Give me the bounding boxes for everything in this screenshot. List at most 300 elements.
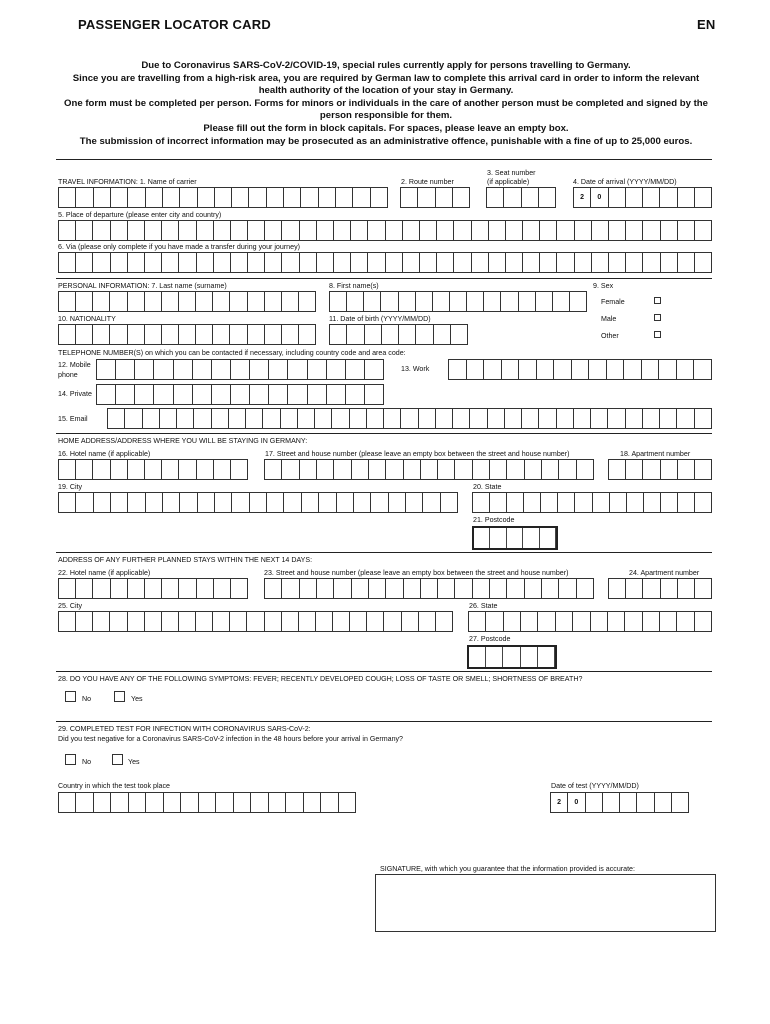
char-box[interactable]	[486, 612, 503, 631]
char-box[interactable]	[93, 612, 110, 631]
char-box[interactable]	[434, 325, 451, 344]
char-box[interactable]	[504, 188, 521, 207]
char-box[interactable]	[231, 579, 247, 598]
char-box[interactable]	[108, 409, 125, 428]
char-box[interactable]	[488, 409, 505, 428]
char-box[interactable]	[76, 188, 93, 207]
further-postcode-field[interactable]	[467, 645, 557, 669]
char-box[interactable]	[288, 385, 307, 404]
char-box[interactable]	[659, 360, 677, 379]
char-box[interactable]	[214, 253, 231, 272]
char-box[interactable]	[180, 188, 197, 207]
char-box[interactable]	[501, 292, 518, 311]
char-box[interactable]	[401, 409, 418, 428]
apartment-field[interactable]	[608, 459, 712, 480]
test-country-field[interactable]	[58, 792, 356, 813]
char-box[interactable]	[542, 579, 559, 598]
char-box[interactable]	[350, 409, 367, 428]
char-box[interactable]	[128, 493, 145, 512]
char-box[interactable]	[59, 612, 76, 631]
further-apartment-field[interactable]	[608, 578, 712, 599]
char-box[interactable]	[453, 188, 469, 207]
char-box[interactable]	[111, 221, 128, 240]
char-box[interactable]	[677, 612, 694, 631]
char-box[interactable]	[505, 409, 522, 428]
char-box[interactable]	[214, 579, 231, 598]
char-box[interactable]	[59, 460, 76, 479]
char-box[interactable]	[642, 360, 660, 379]
char-box[interactable]	[490, 579, 507, 598]
char-box[interactable]	[110, 292, 127, 311]
char-box[interactable]	[609, 460, 626, 479]
char-box[interactable]	[160, 409, 177, 428]
char-box[interactable]	[308, 385, 327, 404]
char-box[interactable]	[556, 612, 573, 631]
postcode-field[interactable]	[472, 526, 558, 550]
char-box[interactable]	[93, 221, 110, 240]
char-box[interactable]	[330, 325, 347, 344]
char-box[interactable]	[94, 793, 111, 812]
route-number-field[interactable]	[400, 187, 470, 208]
char-box[interactable]	[229, 409, 246, 428]
further-city-field[interactable]	[58, 611, 453, 632]
char-box[interactable]	[199, 793, 216, 812]
char-box[interactable]	[111, 253, 128, 272]
char-box[interactable]	[386, 221, 403, 240]
char-box[interactable]	[269, 360, 288, 379]
char-box[interactable]	[644, 493, 661, 512]
char-box[interactable]	[593, 493, 610, 512]
char-box[interactable]	[334, 460, 351, 479]
char-box[interactable]	[334, 221, 351, 240]
char-box[interactable]	[525, 579, 542, 598]
char-box[interactable]	[299, 292, 315, 311]
char-box[interactable]	[553, 292, 570, 311]
char-box[interactable]	[403, 221, 420, 240]
char-box[interactable]	[591, 409, 608, 428]
char-box[interactable]	[586, 793, 603, 812]
char-box[interactable]	[503, 647, 520, 667]
char-box[interactable]	[76, 221, 93, 240]
char-box[interactable]	[269, 385, 288, 404]
char-box[interactable]	[336, 188, 353, 207]
char-box[interactable]	[592, 253, 609, 272]
char-box[interactable]	[282, 325, 299, 344]
char-box[interactable]	[538, 647, 555, 667]
char-box[interactable]	[59, 292, 76, 311]
char-box[interactable]	[282, 292, 299, 311]
char-box[interactable]	[111, 493, 128, 512]
char-box[interactable]	[437, 253, 454, 272]
char-box[interactable]	[540, 221, 557, 240]
char-box[interactable]	[559, 460, 576, 479]
char-box[interactable]	[59, 579, 76, 598]
char-box[interactable]	[421, 579, 438, 598]
char-box[interactable]	[416, 325, 433, 344]
char-box[interactable]	[418, 188, 435, 207]
char-box[interactable]	[695, 612, 711, 631]
char-box[interactable]	[592, 221, 609, 240]
char-box[interactable]	[367, 612, 384, 631]
char-box[interactable]	[678, 579, 695, 598]
char-box[interactable]	[300, 221, 317, 240]
char-box[interactable]	[575, 221, 592, 240]
char-box[interactable]	[135, 360, 154, 379]
char-box[interactable]	[346, 385, 365, 404]
char-box[interactable]	[609, 221, 626, 240]
char-box[interactable]	[626, 221, 643, 240]
char-box[interactable]	[181, 793, 198, 812]
char-box[interactable]	[577, 579, 593, 598]
char-box[interactable]	[403, 253, 420, 272]
char-box[interactable]	[194, 409, 211, 428]
char-box[interactable]	[179, 579, 196, 598]
char-box[interactable]	[162, 612, 179, 631]
char-box[interactable]	[111, 188, 128, 207]
char-box[interactable]	[522, 409, 539, 428]
char-box[interactable]	[321, 793, 338, 812]
char-box[interactable]	[695, 493, 711, 512]
char-box[interactable]	[128, 292, 145, 311]
char-box[interactable]	[248, 325, 265, 344]
char-box[interactable]	[626, 409, 643, 428]
test-date-field[interactable]	[550, 792, 689, 813]
char-box[interactable]	[402, 612, 419, 631]
char-box[interactable]	[603, 793, 620, 812]
char-box[interactable]	[399, 292, 416, 311]
carrier-name-field[interactable]	[58, 187, 388, 208]
work-phone-field[interactable]	[448, 359, 712, 380]
char-box[interactable]	[230, 612, 247, 631]
char-box[interactable]	[643, 579, 660, 598]
char-box[interactable]	[94, 493, 111, 512]
char-box[interactable]	[643, 188, 660, 207]
char-box[interactable]	[265, 221, 282, 240]
char-box[interactable]	[265, 253, 282, 272]
char-box[interactable]	[59, 493, 76, 512]
char-box[interactable]	[162, 221, 179, 240]
char-box[interactable]	[145, 579, 162, 598]
char-box[interactable]	[536, 292, 553, 311]
char-box[interactable]	[368, 253, 385, 272]
char-box[interactable]	[404, 579, 421, 598]
dob-field[interactable]	[329, 324, 468, 345]
char-box[interactable]	[162, 579, 179, 598]
char-box[interactable]	[143, 409, 160, 428]
char-box[interactable]	[455, 579, 472, 598]
char-box[interactable]	[540, 253, 557, 272]
char-box[interactable]	[538, 612, 555, 631]
char-box[interactable]	[300, 579, 317, 598]
char-box[interactable]	[365, 325, 382, 344]
char-box[interactable]	[506, 253, 523, 272]
char-box[interactable]	[643, 253, 660, 272]
char-box[interactable]	[386, 579, 403, 598]
char-box[interactable]	[76, 460, 93, 479]
char-box[interactable]	[609, 253, 626, 272]
char-box[interactable]	[282, 221, 299, 240]
char-box[interactable]	[230, 292, 247, 311]
char-box[interactable]	[507, 493, 524, 512]
char-box[interactable]	[420, 221, 437, 240]
char-box[interactable]	[93, 325, 110, 344]
char-box[interactable]	[364, 292, 381, 311]
char-box[interactable]	[250, 493, 267, 512]
char-box[interactable]	[248, 292, 265, 311]
char-box[interactable]	[93, 579, 110, 598]
char-box[interactable]	[438, 460, 455, 479]
char-box[interactable]	[367, 409, 384, 428]
char-box[interactable]	[232, 493, 249, 512]
char-box[interactable]	[660, 612, 677, 631]
char-box[interactable]	[97, 360, 116, 379]
char-box[interactable]	[678, 493, 695, 512]
char-box[interactable]	[423, 493, 440, 512]
char-box[interactable]	[695, 253, 711, 272]
char-box[interactable]	[541, 493, 558, 512]
char-box[interactable]	[302, 493, 319, 512]
char-box[interactable]	[589, 360, 607, 379]
char-box[interactable]	[284, 188, 301, 207]
char-box[interactable]	[609, 188, 626, 207]
char-box[interactable]	[678, 253, 695, 272]
char-box[interactable]	[179, 253, 196, 272]
char-box[interactable]	[672, 793, 688, 812]
signature-box[interactable]	[375, 874, 716, 932]
char-box[interactable]	[162, 292, 179, 311]
char-box[interactable]	[502, 360, 520, 379]
char-box[interactable]	[351, 221, 368, 240]
char-box[interactable]	[521, 647, 538, 667]
char-box[interactable]	[116, 360, 135, 379]
char-box[interactable]	[489, 253, 506, 272]
char-box[interactable]	[557, 409, 574, 428]
char-box[interactable]	[94, 188, 111, 207]
char-box[interactable]	[248, 221, 265, 240]
char-box[interactable]	[162, 460, 179, 479]
char-box[interactable]	[519, 292, 536, 311]
char-box[interactable]	[519, 360, 537, 379]
char-box[interactable]	[198, 188, 215, 207]
char-box[interactable]	[265, 579, 282, 598]
char-box[interactable]	[145, 460, 162, 479]
char-box[interactable]	[76, 612, 93, 631]
email-field[interactable]	[107, 408, 712, 429]
char-box[interactable]	[441, 493, 457, 512]
char-box[interactable]	[179, 221, 196, 240]
char-box[interactable]	[454, 253, 471, 272]
char-box[interactable]	[174, 360, 193, 379]
char-box[interactable]	[473, 493, 490, 512]
char-box[interactable]	[506, 221, 523, 240]
char-box[interactable]	[347, 325, 364, 344]
first-name-field[interactable]	[329, 291, 587, 312]
char-box[interactable]	[319, 188, 336, 207]
mobile-phone-field[interactable]	[96, 359, 384, 380]
char-box[interactable]	[198, 493, 215, 512]
arrival-date-field[interactable]	[573, 187, 712, 208]
char-box[interactable]	[265, 325, 282, 344]
char-box[interactable]	[352, 460, 369, 479]
char-box[interactable]	[250, 385, 269, 404]
char-box[interactable]	[214, 460, 231, 479]
char-box[interactable]	[179, 612, 196, 631]
char-box[interactable]	[523, 221, 540, 240]
char-box[interactable]	[162, 325, 179, 344]
char-box[interactable]	[332, 409, 349, 428]
char-box[interactable]	[678, 221, 695, 240]
char-box[interactable]	[110, 612, 127, 631]
char-box[interactable]	[232, 188, 249, 207]
char-box[interactable]	[128, 460, 145, 479]
char-box[interactable]	[660, 188, 677, 207]
char-box[interactable]	[540, 528, 556, 548]
char-box[interactable]	[678, 460, 695, 479]
char-box[interactable]	[455, 460, 472, 479]
char-box[interactable]	[281, 409, 298, 428]
char-box[interactable]	[661, 579, 678, 598]
symptoms-no-checkbox[interactable]	[65, 691, 76, 702]
char-box[interactable]	[231, 360, 250, 379]
char-box[interactable]	[179, 292, 196, 311]
char-box[interactable]	[180, 493, 197, 512]
char-box[interactable]	[609, 579, 626, 598]
char-box[interactable]	[371, 188, 387, 207]
further-hotel-field[interactable]	[58, 578, 248, 599]
char-box[interactable]	[436, 188, 453, 207]
further-state-field[interactable]	[468, 611, 712, 632]
char-box[interactable]	[286, 793, 303, 812]
char-box[interactable]	[145, 253, 162, 272]
char-box[interactable]	[677, 360, 695, 379]
char-box[interactable]	[315, 409, 332, 428]
char-box[interactable]	[386, 253, 403, 272]
char-box[interactable]	[438, 579, 455, 598]
char-box[interactable]	[695, 409, 711, 428]
char-box[interactable]	[574, 409, 591, 428]
char-box[interactable]	[401, 188, 418, 207]
char-box[interactable]	[298, 409, 315, 428]
char-box[interactable]	[59, 188, 76, 207]
char-box[interactable]	[163, 188, 180, 207]
char-box[interactable]	[537, 360, 555, 379]
char-box[interactable]	[215, 188, 232, 207]
char-box[interactable]	[246, 409, 263, 428]
char-box[interactable]	[135, 385, 154, 404]
char-box[interactable]	[327, 385, 346, 404]
char-box[interactable]	[164, 793, 181, 812]
char-box[interactable]	[163, 493, 180, 512]
char-box[interactable]	[558, 493, 575, 512]
char-box[interactable]	[76, 325, 93, 344]
char-box[interactable]	[249, 188, 266, 207]
char-box[interactable]	[643, 460, 660, 479]
char-box[interactable]	[213, 292, 230, 311]
char-box[interactable]	[265, 612, 282, 631]
char-box[interactable]	[301, 188, 318, 207]
char-box[interactable]	[419, 409, 436, 428]
char-box[interactable]	[539, 188, 555, 207]
char-box[interactable]	[231, 460, 247, 479]
symptoms-yes-checkbox[interactable]	[114, 691, 125, 702]
char-box[interactable]	[487, 188, 504, 207]
char-box[interactable]	[346, 360, 365, 379]
char-box[interactable]	[231, 385, 250, 404]
char-box[interactable]	[655, 793, 672, 812]
char-box[interactable]	[557, 253, 574, 272]
char-box[interactable]	[304, 793, 321, 812]
char-box[interactable]	[174, 385, 193, 404]
char-box[interactable]	[145, 325, 162, 344]
char-box[interactable]	[573, 612, 590, 631]
char-box[interactable]	[146, 493, 163, 512]
char-box[interactable]	[179, 325, 196, 344]
char-box[interactable]	[521, 612, 538, 631]
departure-field[interactable]	[58, 220, 712, 241]
char-box[interactable]	[145, 221, 162, 240]
char-box[interactable]	[610, 493, 627, 512]
char-box[interactable]	[381, 292, 398, 311]
char-box[interactable]	[128, 253, 145, 272]
char-box[interactable]	[626, 460, 643, 479]
char-box[interactable]	[350, 612, 367, 631]
char-box[interactable]	[507, 528, 523, 548]
char-box[interactable]	[694, 360, 711, 379]
char-box[interactable]	[282, 253, 299, 272]
test-yes-checkbox[interactable]	[112, 754, 123, 765]
char-box[interactable]	[197, 253, 214, 272]
char-box[interactable]	[677, 409, 694, 428]
char-box[interactable]	[368, 221, 385, 240]
char-box[interactable]	[216, 793, 233, 812]
char-box[interactable]	[557, 221, 574, 240]
other-checkbox[interactable]	[654, 331, 661, 338]
char-box[interactable]	[267, 188, 284, 207]
char-box[interactable]	[523, 253, 540, 272]
char-box[interactable]	[626, 188, 643, 207]
further-street-field[interactable]	[264, 578, 594, 599]
char-box[interactable]	[282, 612, 299, 631]
char-box[interactable]	[637, 793, 654, 812]
char-box[interactable]	[695, 579, 711, 598]
char-box[interactable]	[212, 409, 229, 428]
char-box[interactable]	[197, 221, 214, 240]
test-no-checkbox[interactable]	[65, 754, 76, 765]
char-box[interactable]	[433, 292, 450, 311]
char-box[interactable]	[661, 253, 678, 272]
char-box[interactable]	[334, 253, 351, 272]
char-box[interactable]	[288, 360, 307, 379]
char-box[interactable]	[470, 409, 487, 428]
char-box[interactable]	[437, 221, 454, 240]
char-box[interactable]	[406, 493, 423, 512]
char-box[interactable]	[193, 385, 212, 404]
char-box[interactable]	[369, 460, 386, 479]
char-box[interactable]	[504, 612, 521, 631]
char-box[interactable]	[145, 612, 162, 631]
char-box[interactable]	[128, 188, 145, 207]
char-box[interactable]	[267, 493, 284, 512]
char-box[interactable]	[93, 460, 110, 479]
char-box[interactable]	[523, 528, 539, 548]
char-box[interactable]	[678, 188, 695, 207]
char-box[interactable]	[451, 325, 467, 344]
char-box[interactable]	[162, 253, 179, 272]
char-box[interactable]	[507, 579, 524, 598]
char-box[interactable]	[539, 409, 556, 428]
char-box[interactable]	[76, 253, 93, 272]
char-box[interactable]	[620, 793, 637, 812]
